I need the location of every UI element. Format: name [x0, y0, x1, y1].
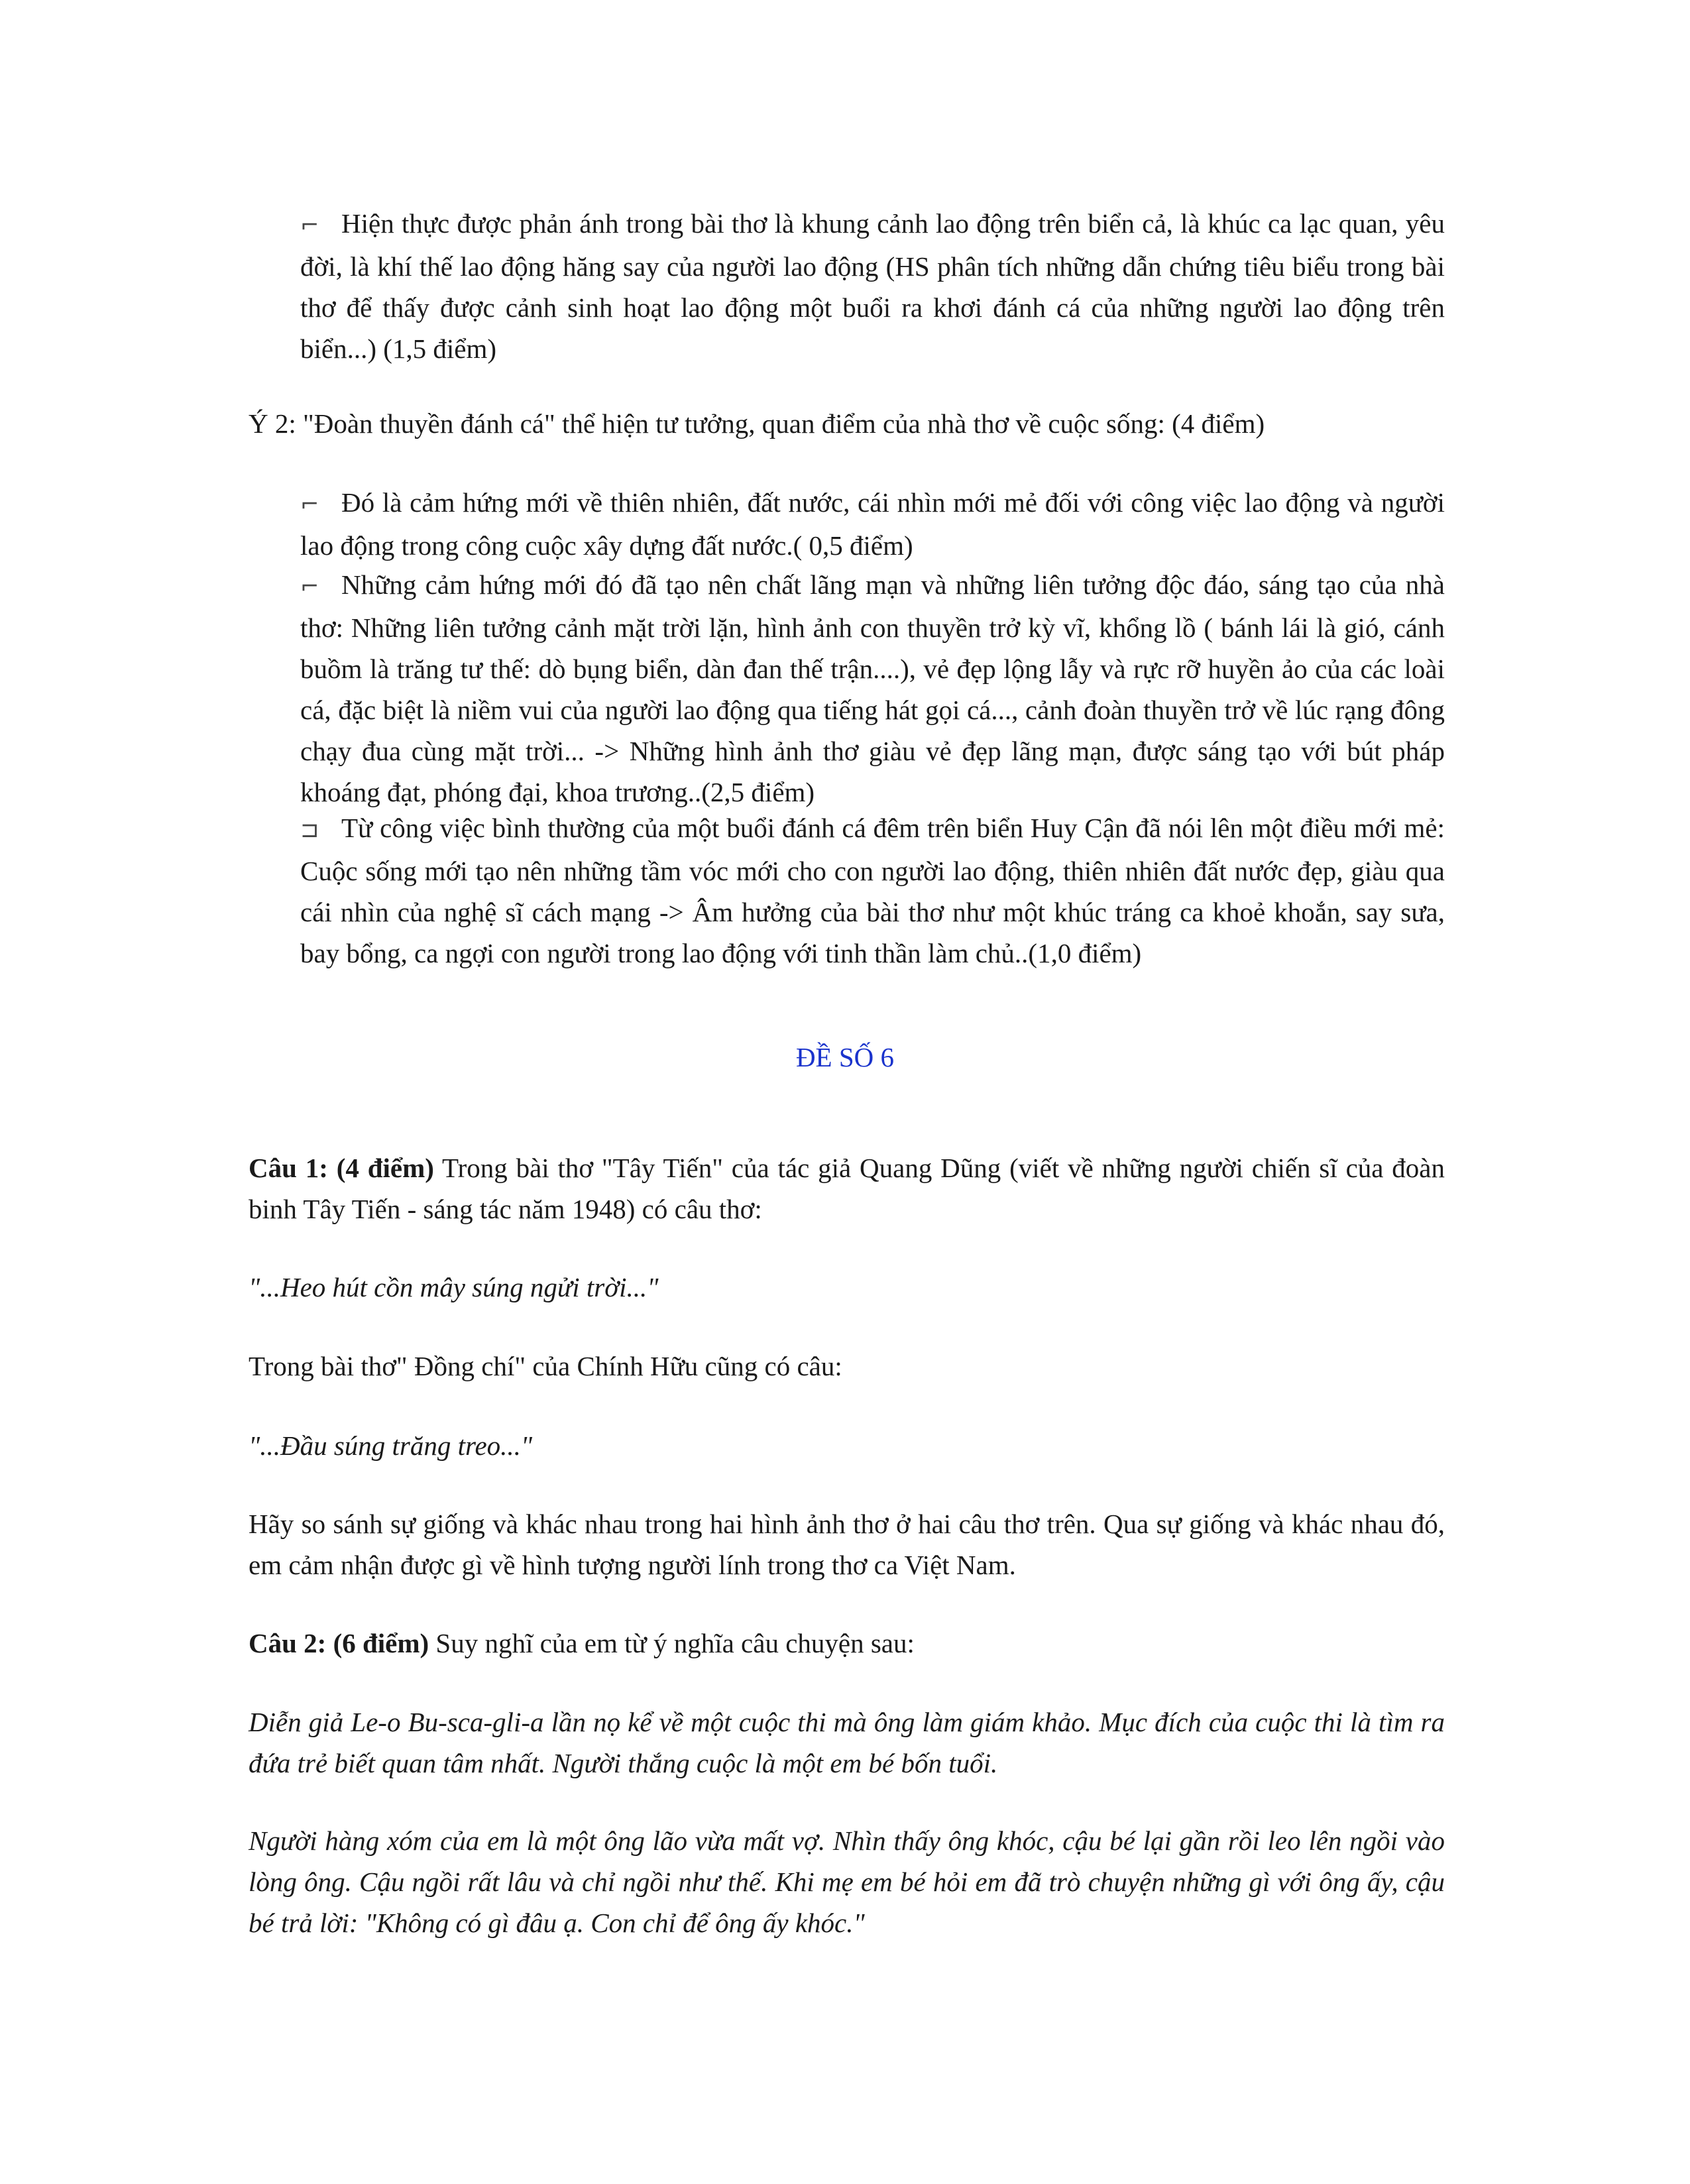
question-1-label: Câu 1: (4 điểm) [249, 1153, 434, 1183]
question-2-text: Suy nghĩ của em từ ý nghĩa câu chuyện sau: [429, 1628, 915, 1658]
question-1-text: Trong bài thơ "Tây Tiến" của tác giả Quang Dũng (viết về những người chiến sĩ của đoàn binh Tây Tiến - sáng tác năm 1948) có câu thơ: [249, 1153, 1445, 1224]
answer-bullet-1 [300, 203, 1445, 369]
exam-title: ĐỀ SỐ 6 [795, 1042, 895, 1072]
answer-bullet-3-text: Những cảm hứng mới đó đã tạo nên chất lãng mạn và những liên tưởng độc đáo, sáng tạo của nhà thơ: Những liên tưởng cảnh mặt trời lặn, hình ảnh con thuyền trở kỳ vĩ, khổng lồ ( bánh lái là gió, cánh buồm là trăng tư thế: dò bụng biển, dàn đan thế trận....), vẻ đẹp lộng lẫy và rực rỡ huyền ảo của các loài cá, đặc biệt là niềm vui của người lao động qua tiếng hát gọi cá..., cảnh đoàn thuyền trở về lúc rạng đông chạy đua cùng mặt trời... -> Những hình ảnh thơ giàu vẻ đẹp lãng mạn, được sáng tạo với bút pháp khoáng đạt, phóng đại, khoa trương..(2,5 điểm) [300, 569, 1445, 807]
question-1-intro-2: Trong bài thơ" Đồng chí" của Chính Hữu cũng có câu: [249, 1351, 842, 1381]
answer-bullet-2-text: Đó là cảm hứng mới về thiên nhiên, đất nước, cái nhìn mới mẻ đối với công việc lao động và người lao động trong công cuộc xây dựng đất nước.( 0,5 điểm) [300, 487, 1445, 561]
question-2-label: Câu 2: (6 điểm) [249, 1628, 429, 1658]
answer-bullet-1-text: Hiện thực được phản ánh trong bài thơ là khung cảnh lao động trên biển cả, là khúc ca lạc quan, yêu đời, là khí thế lao động hăng say của người lao động (HS phân tích những dẫn chứng tiêu biểu trong bài thơ để thấy được cảnh sinh hoạt lao động một buổi ra khơi đánh cá của những người lao động trên biển...) (1,5 điểm) [300, 208, 1445, 364]
answer-bullet-4 [300, 807, 1445, 974]
answer-bullet-2 [300, 482, 1445, 566]
question-1 [249, 1147, 1445, 1230]
answer-bullet-3 [300, 564, 1445, 813]
question-2-story-1: Diễn giả Le-o Bu-sca-gli-a lần nọ kể về một cuộc thi mà ông làm giám khảo. Mục đích của cuộc thi là tìm ra đứa trẻ biết quan tâm nhất. Người thắng cuộc là một em bé bốn tuổi. [249, 1707, 1445, 1778]
square-bullet-icon: ⌐ [300, 491, 319, 518]
square-bullet-icon: ⊐ [300, 817, 319, 843]
square-bullet-icon: ⌐ [300, 212, 319, 239]
question-2 [249, 1623, 1445, 1664]
question-1-quote-2: "...Đầu súng trăng treo..." [249, 1430, 533, 1461]
question-1-task: Hãy so sánh sự giống và khác nhau trong hai hình ảnh thơ ở hai câu thơ trên. Qua sự giống và khác nhau đó, em cảm nhận được gì về hình tượng người lính trong thơ ca Việt Nam. [249, 1509, 1445, 1580]
question-2-story-2: Người hàng xóm của em là một ông lão vừa mất vợ. Nhìn thấy ông khóc, cậu bé lại gần rồi leo lên ngồi vào lòng ông. Cậu ngồi rất lâu và chỉ ngồi như thế. Khi mẹ em bé hỏi em đã trò chuyện những gì với ông ấy, cậu bé trả lời: "Không có gì đâu ạ. Con chỉ để ông ấy khóc." [249, 1825, 1445, 1938]
answer-bullet-4-text: Từ công việc bình thường của một buổi đánh cá đêm trên biển Huy Cận đã nói lên một điều mới mẻ: Cuộc sống mới tạo nên những tầm vóc mới cho con người lao động, thiên nhiên đất nước đẹp, giàu qua cái nhìn của nghệ sĩ cách mạng -> Âm hưởng của bài thơ như một khúc tráng ca khoẻ khoắn, say sưa, bay bổng, ca ngợi con người trong lao động với tinh thần làm chủ..(1,0 điểm) [300, 813, 1445, 968]
question-1-quote-1: "...Heo hút cồn mây súng ngửi trời..." [249, 1272, 659, 1302]
y2-heading: Ý 2: "Đoàn thuyền đánh cá" thể hiện tư tưởng, quan điểm của nhà thơ về cuộc sống: (4 điểm) [249, 408, 1265, 439]
square-bullet-icon: ⌐ [300, 573, 319, 600]
